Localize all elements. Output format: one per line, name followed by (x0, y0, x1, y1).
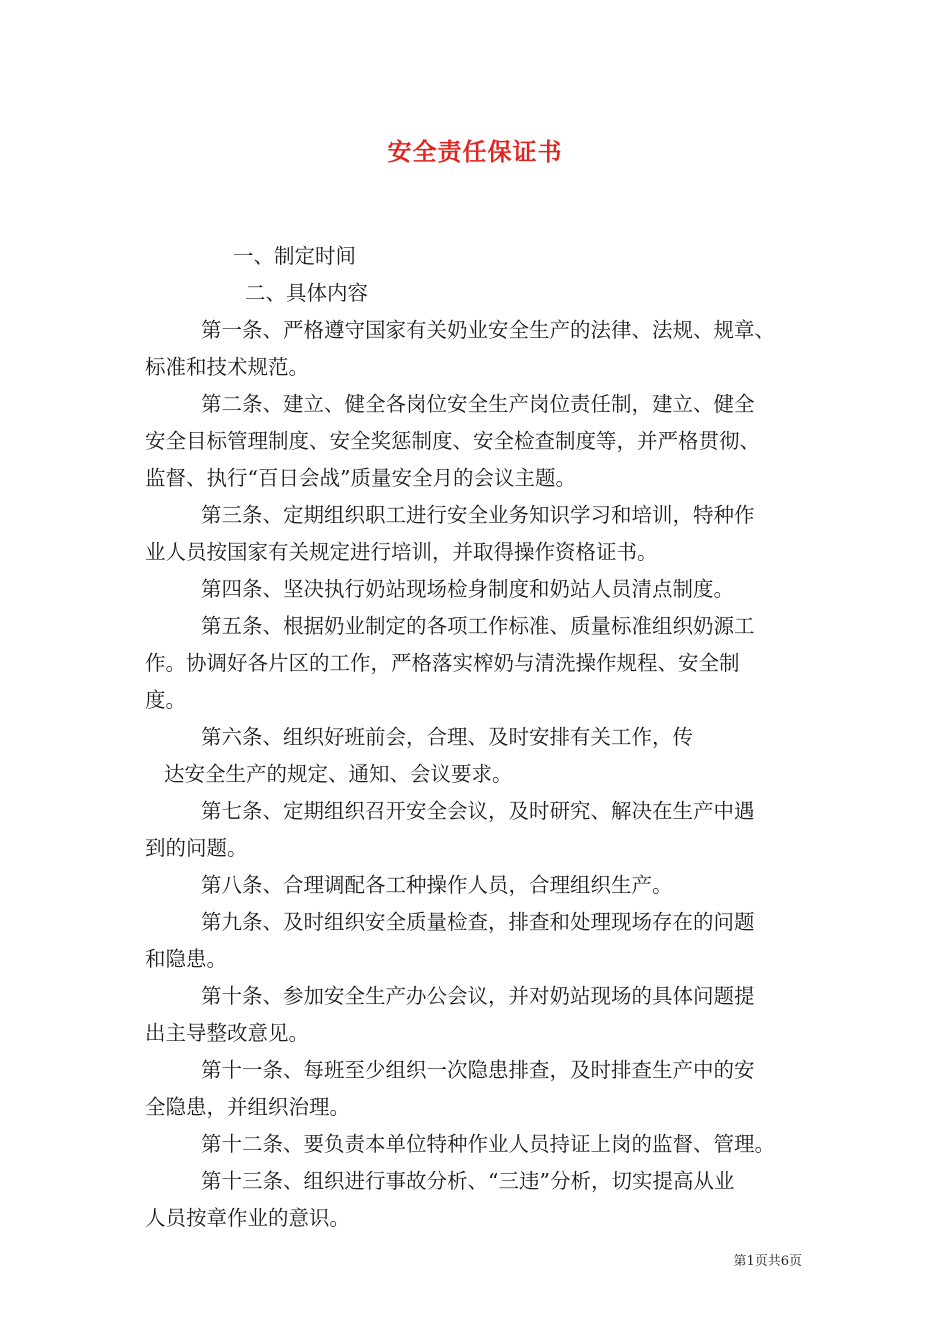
body-line: 第一条、严格遵守国家有关奶业安全生产的法律、法规、规章、 (201, 318, 775, 342)
body-line: 第二条、建立、健全各岗位安全生产岗位责任制，建立、健全 (201, 392, 755, 416)
body-line: 标准和技术规范。 (145, 355, 309, 379)
body-line: 达安全生产的规定、通知、会议要求。 (164, 762, 513, 786)
body-line: 第七条、定期组织召开安全会议，及时研究、解决在生产中遇 (201, 799, 755, 823)
body-line: 第十三条、组织进行事故分析、“三违”分析，切实提高从业 (201, 1169, 735, 1193)
body-line: 到的问题。 (145, 836, 248, 860)
body-line: 第五条、根据奶业制定的各项工作标准、质量标准组织奶源工 (201, 614, 755, 638)
page-number: 第1页共6页 (733, 1254, 802, 1269)
body-line: 度。 (145, 688, 186, 712)
body-line: 业人员按国家有关规定进行培训，并取得操作资格证书。 (145, 540, 658, 564)
section-heading-content: 二、具体内容 (245, 281, 368, 305)
body-line: 人员按章作业的意识。 (145, 1206, 350, 1230)
body-line: 第十一条、每班至少组织一次隐患排查，及时排查生产中的安 (201, 1058, 755, 1082)
body-line: 第四条、坚决执行奶站现场检身制度和奶站人员清点制度。 (201, 577, 734, 601)
body-line: 全隐患，并组织治理。 (145, 1095, 350, 1119)
body-line: 监督、执行“百日会战”质量安全月的会议主题。 (145, 466, 576, 490)
body-line: 第六条、组织好班前会，合理、及时安排有关工作，传 (201, 725, 693, 749)
body-line: 第九条、及时组织安全质量检查，排查和处理现场存在的问题 (201, 910, 755, 934)
document-title: 安全责任保证书 (387, 138, 563, 166)
body-line: 第十二条、要负责本单位特种作业人员持证上岗的监督、管理。 (201, 1132, 775, 1156)
body-line: 出主导整改意见。 (145, 1021, 309, 1045)
body-line: 第三条、定期组织职工进行安全业务知识学习和培训，特种作 (201, 503, 755, 527)
body-line: 和隐患。 (145, 947, 227, 971)
body-line: 第十条、参加安全生产办公会议，并对奶站现场的具体问题提 (201, 984, 755, 1008)
body-line: 作。协调好各片区的工作，严格落实榨奶与清洗操作规程、安全制 (145, 651, 740, 675)
body-line: 第八条、合理调配各工种操作人员，合理组织生产。 (201, 873, 673, 897)
section-heading-time: 一、制定时间 (233, 244, 356, 268)
body-line: 安全目标管理制度、安全奖惩制度、安全检查制度等，并严格贯彻、 (145, 429, 760, 453)
